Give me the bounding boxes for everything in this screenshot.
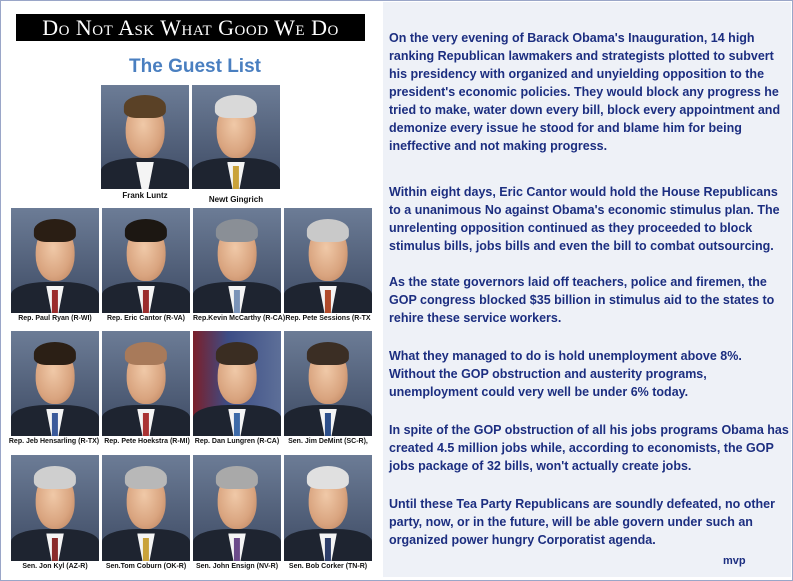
guest-hair — [34, 219, 76, 242]
guest-hair — [307, 466, 349, 489]
article-paragraph: Within eight days, Eric Cantor would hold the House Republicans to a unanimous No against Obama's economic stimulus plan. The unrelenting opposition continued as they proceeded to block stimulus bills, jobs bills and even the bill to combat outsourcing. — [389, 185, 780, 253]
guest-photo — [102, 455, 190, 561]
guest-hair — [34, 466, 76, 489]
guest-hair — [125, 342, 167, 365]
guest-photo — [192, 85, 280, 189]
guest-photo — [11, 208, 99, 313]
guest-hair — [307, 342, 349, 365]
guest-caption: Rep. Dan Lungren (R-CA) — [194, 438, 280, 445]
guest-caption: Rep.Kevin McCarthy (R-CA) — [193, 315, 286, 322]
guest-caption: Newt Gingrich — [208, 195, 264, 204]
guest-caption: Rep. Pete Sessions (R-TX — [285, 315, 371, 322]
guest-photo — [102, 208, 190, 313]
guest-photo — [284, 455, 372, 561]
guest-hair — [125, 219, 167, 242]
guest-list-title: The Guest List — [129, 56, 261, 77]
guest-caption: Sen. Bob Corker (TN-R) — [288, 563, 368, 570]
guest-hair — [124, 95, 166, 118]
guest-hair — [216, 219, 258, 242]
article-paragraph: What they managed to do is hold unemployment above 8%. Without the GOP obstruction and austerity programs, unemployment could very well be under 6% today. — [389, 349, 742, 399]
guest-hair — [216, 466, 258, 489]
guest-photo — [193, 208, 281, 313]
guest-caption: Sen.Tom Coburn (OK-R) — [105, 563, 187, 570]
guest-hair — [125, 466, 167, 489]
article-paragraph: On the very evening of Barack Obama's Inauguration, 14 high ranking Republican lawmakers and strategists plotted to subvert his presidency with organized and unyielding opposition to the president's economic policies. They would block any progress he tried to make, water down every bill, block every appointment and demonize every issue he stood for and blame him for being ineffective and not making progress. — [389, 31, 781, 153]
guest-caption: Sen. Jim DeMint (SC-R), — [288, 438, 368, 445]
guest-caption: Rep. Paul Ryan (R-WI) — [18, 315, 92, 322]
guest-caption: Rep. Pete Hoekstra (R-MI) — [104, 438, 190, 445]
guest-hair — [216, 342, 258, 365]
guest-hair — [307, 219, 349, 242]
guest-caption: Sen. Jon Kyl (AZ-R) — [22, 563, 88, 570]
article-panel — [383, 2, 791, 577]
guest-hair — [215, 95, 257, 118]
signature: mvp — [723, 555, 746, 567]
guest-hair — [34, 342, 76, 365]
guest-photo — [193, 455, 281, 561]
guest-caption: Rep. Eric Cantor (R-VA) — [106, 315, 186, 322]
article-paragraph: Until these Tea Party Republicans are soundly defeated, no other party, now, or in the future, will be able govern under such an organized power hungry Corporatist agenda. — [389, 497, 775, 547]
guest-photo — [101, 85, 189, 189]
guest-photo — [284, 208, 372, 313]
banner-title: Do Not Ask What Good We Do — [16, 14, 365, 41]
guest-photo — [11, 331, 99, 436]
guest-photo — [102, 331, 190, 436]
guest-caption: Rep. Jeb Hensarling (R-TX) — [8, 438, 100, 445]
article-paragraph: In spite of the GOP obstruction of all his jobs programs Obama has created 4.5 million jobs while, according to economists, the GOP jobs package of 32 bills, won't actually create jobs. — [389, 423, 789, 473]
guest-photo — [193, 331, 281, 436]
guest-photo — [284, 331, 372, 436]
article-paragraph: As the state governors laid off teachers, police and firemen, the GOP congress blocked $35 billion in stimulus aid to the states to rehire these service workers. — [389, 275, 775, 325]
guest-caption: Sen. John Ensign (NV-R) — [195, 563, 279, 570]
guest-panel — [2, 2, 374, 577]
guest-caption: Frank Luntz — [122, 191, 168, 200]
guest-photo — [11, 455, 99, 561]
